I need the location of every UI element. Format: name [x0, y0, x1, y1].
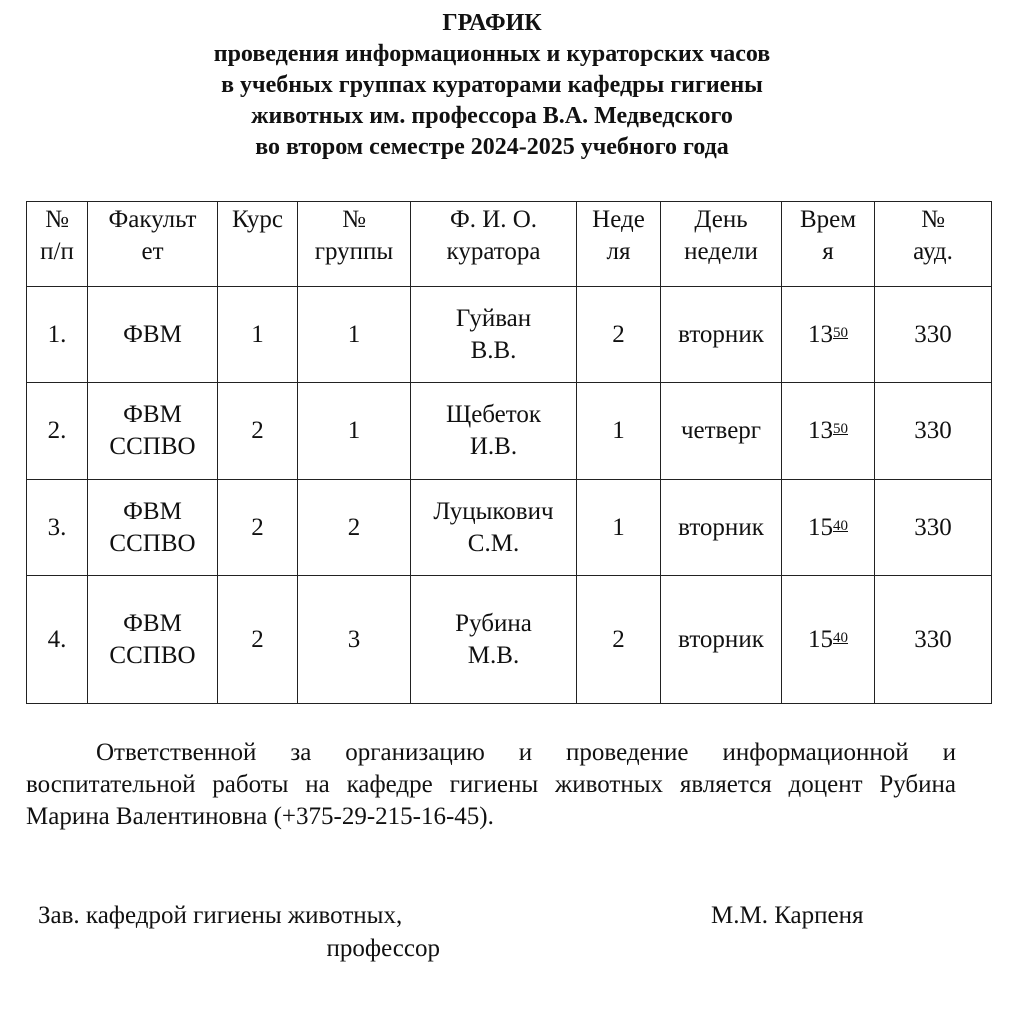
cell-week: 2 [577, 287, 661, 383]
header-num: № п/п [27, 202, 88, 287]
header-week: Неде ля [577, 202, 661, 287]
table-row [27, 383, 992, 480]
cell-curator: Луцыкович С.М. [411, 480, 577, 576]
cell-num: 1. [27, 287, 88, 383]
signature-position-line-1: Зав. кафедрой гигиены животных, [38, 902, 403, 929]
cell-faculty: ФВМ ССПВО [88, 576, 218, 704]
document-title [0, 8, 984, 163]
cell-room: 330 [875, 576, 992, 704]
cell-curator: Рубина М.В. [411, 576, 577, 704]
title-line-2: проведения информационных и кураторских часов [213, 41, 771, 67]
header-time: Врем я [782, 202, 875, 287]
table-row [27, 576, 992, 704]
schedule-table [26, 201, 992, 704]
cell-curator: Гуйван В.В. [411, 287, 577, 383]
cell-num: 2. [27, 383, 88, 480]
cell-faculty: ФВМ [88, 287, 218, 383]
header-course: Курс [218, 202, 298, 287]
cell-day: вторник [661, 480, 782, 576]
cell-course: 2 [218, 576, 298, 704]
cell-time: $13^{50}$ [782, 287, 875, 383]
cell-course: 2 [218, 383, 298, 480]
table-header-row [27, 202, 992, 287]
title-line-4: животных им. профессора В.А. Медведского [251, 103, 733, 129]
cell-room: 330 [875, 287, 992, 383]
cell-faculty: ФВМ ССПВО [88, 383, 218, 480]
cell-faculty: ФВМ ССПВО [88, 480, 218, 576]
cell-time: $13^{50}$ [782, 383, 875, 480]
cell-num: 3. [27, 480, 88, 576]
cell-group: 1 [298, 383, 411, 480]
signature-position-line-2: профессор [326, 935, 440, 962]
table-row [27, 480, 992, 576]
cell-time: $15^{40}$ [782, 576, 875, 704]
title-line-1: ГРАФИК [442, 10, 542, 36]
title-line-5: во втором семестре 2024-2025 учебного года [255, 134, 729, 160]
table-row [27, 287, 992, 383]
cell-week: 1 [577, 480, 661, 576]
cell-day: вторник [661, 287, 782, 383]
header-faculty: Факульт ет [88, 202, 218, 287]
cell-course: 1 [218, 287, 298, 383]
signature-position [38, 899, 440, 965]
cell-group: 2 [298, 480, 411, 576]
cell-time: $15^{40}$ [782, 480, 875, 576]
title-line-3: в учебных группах кураторами кафедры гигиены [221, 72, 763, 98]
signature-name: М.М. Карпеня [711, 902, 864, 929]
cell-curator: Щебеток И.В. [411, 383, 577, 480]
header-curator: Ф. И. О. куратора [411, 202, 577, 287]
cell-week: 1 [577, 383, 661, 480]
header-day: День недели [661, 202, 782, 287]
cell-day: вторник [661, 576, 782, 704]
cell-course: 2 [218, 480, 298, 576]
cell-room: 330 [875, 383, 992, 480]
cell-num: 4. [27, 576, 88, 704]
cell-week: 2 [577, 576, 661, 704]
header-group: № группы [298, 202, 411, 287]
cell-day: четверг [661, 383, 782, 480]
cell-group: 1 [298, 287, 411, 383]
header-room: № ауд. [875, 202, 992, 287]
cell-group: 3 [298, 576, 411, 704]
cell-room: 330 [875, 480, 992, 576]
responsible-note: Ответственной за организацию и проведение информационной и воспитательной работы на кафедре гигиены животных является доцент Рубина Марина Валентиновна (+375-29-215-16-45). [26, 739, 956, 830]
